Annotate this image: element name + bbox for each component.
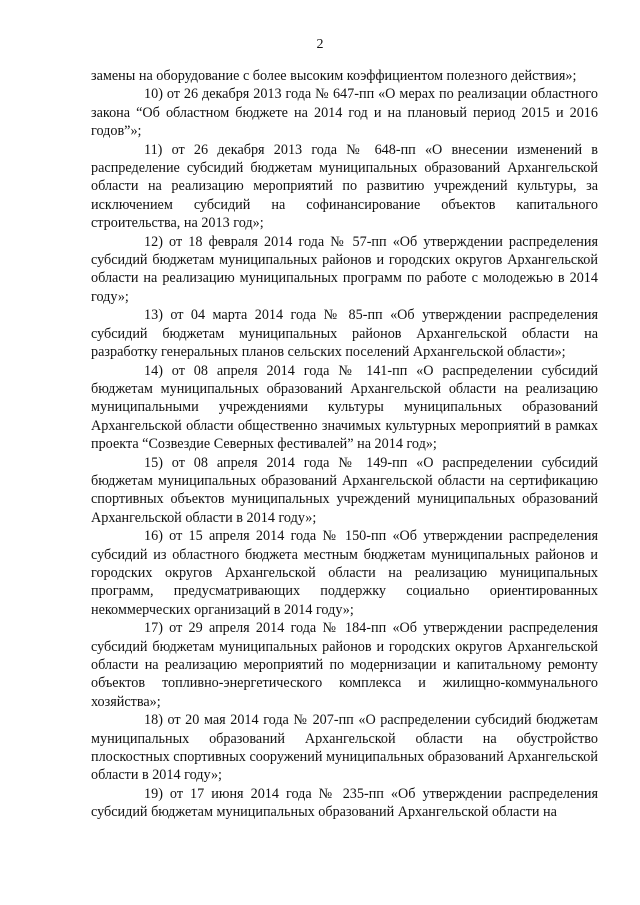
list-item-16: 16) от 15 апреля 2014 года № 150-пп «Об утверждении распределения субсидий из областного бюджета местным бюджетам муниципальных районов и городских округов Архангельской области на реализацию муниципальных программ, предусматривающих поддержку социально ориентированных некоммерческих организаций в 2014 году»; <box>91 528 598 618</box>
list-item-14: 14) от 08 апреля 2014 года № 141-пп «О распределении субсидий бюджетам муниципальных образований Архангельской области на реализацию муниципальными учреждениями культуры муниципальных образований Архангельской области общественно значимых культурных мероприятий в рамках проекта “Созвездие Северных фестивалей” на 2014 год»; <box>91 362 598 453</box>
paragraph-continuation: замены на оборудование с более высоким коэффициентом полезного действия»; <box>91 68 577 84</box>
list-item-11: 11) от 26 декабря 2013 года № 648-пп «О внесении изменений в распределение субсидий бюджетам муниципальных образований Архангельской области на реализацию мероприятий по развитию учреждений культуры, за исключением субсидий на софинансирование объектов капитального строительства, на 2013 год»; <box>91 141 598 232</box>
list-item-10: 10) от 26 декабря 2013 года № 647-пп «О мерах по реализации областного закона “Об областном бюджете на 2014 год и на плановый период 2015 и 2016 годов”»; <box>91 86 598 140</box>
list-item-18: 18) от 20 мая 2014 года № 207-пп «О распределении субсидий бюджетам муниципальных образований Архангельской области на обустройство плоскостных спортивных сооружений муниципальных образований Архангельской области в 2014 году»; <box>91 712 598 784</box>
list-item-17: 17) от 29 апреля 2014 года № 184-пп «Об утверждении распределения субсидий бюджетам муниципальных районов и городских округов Архангельской области на реализацию мероприятий по модернизации и капитальному ремонту объектов топливно-энергетического комплекса и жилищно-коммунального хозяйства»; <box>91 620 598 710</box>
list-item-12: 12) от 18 февраля 2014 года № 57-пп «Об утверждении распределения субсидий бюджетам муниципальных районов и городских округов Архангельской области на реализацию муниципальных программ по работе с молодежью в 2014 году»; <box>91 233 598 305</box>
document-body <box>91 67 598 822</box>
page-number: 2 <box>316 37 324 52</box>
list-item-19: 19) от 17 июня 2014 года № 235-пп «Об утверждении распределения субсидий бюджетам муниципальных образований Архангельской области на <box>91 785 598 821</box>
list-item-13: 13) от 04 марта 2014 года № 85-пп «Об утверждении распределения субсидий бюджетам муниципальных районов Архангельской области на разработку генеральных планов сельских поселений Архангельской области»; <box>91 307 598 361</box>
list-item-15: 15) от 08 апреля 2014 года № 149-пп «О распределении субсидий бюджетам муниципальных образований Архангельской области на сертификацию спортивных объектов муниципальных учреждений муниципальных образований Архангельской области в 2014 году»; <box>91 454 598 526</box>
